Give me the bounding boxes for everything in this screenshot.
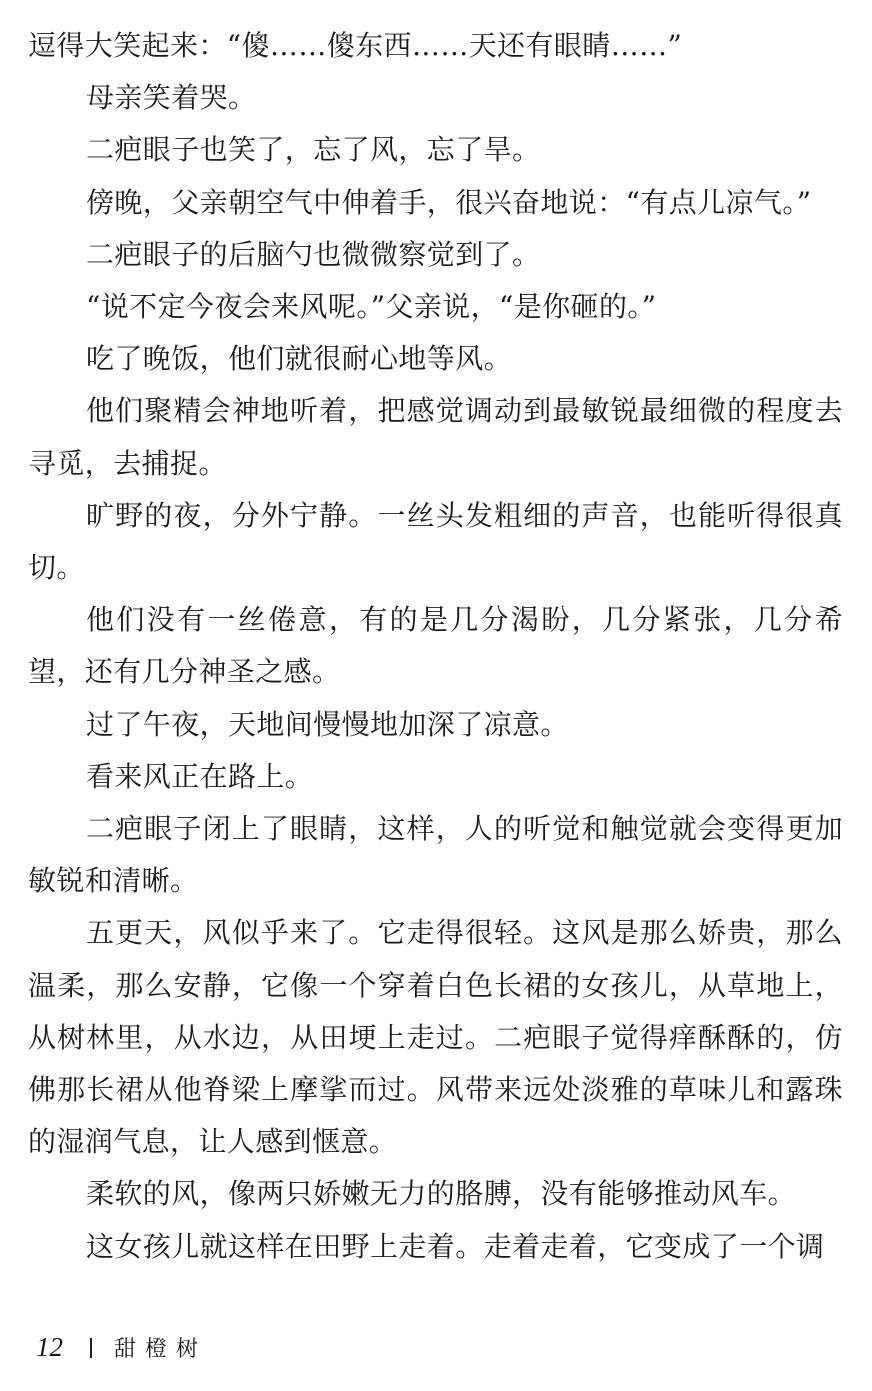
paragraph: 柔软的风，像两只娇嫩无力的胳膊，没有能够推动风车。 [86,1177,797,1211]
paragraph: 他们聚精会神地听着，把感觉调动到最敏锐最细微的程度去寻觅，去捕捉。 [28,394,843,480]
paragraph: 二疤眼子的后脑勺也微微察觉到了。 [86,237,541,271]
book-title: 甜橙树 [114,1337,208,1362]
paragraph: 吃了晚饭，他们就很耐心地等风。 [86,342,513,376]
paragraph: 母亲笑着哭。 [86,81,257,115]
paragraph: 逗得大笑起来：“傻……傻东西……天还有眼睛……” [28,29,683,62]
paragraph: 二疤眼子也笑了，忘了风，忘了旱。 [86,133,541,167]
paragraph: 过了午夜，天地间慢慢地加深了凉意。 [86,707,569,741]
footer-divider [90,1338,92,1358]
paragraph: 这女孩儿就这样在田野上走着。走着走着，它变成了一个调 [86,1229,825,1263]
paragraph: 二疤眼子闭上了眼睛，这样，人的听觉和触觉就会变得更加敏锐和清晰。 [28,812,843,898]
paragraph: “说不定今夜会来风呢。”父亲说，“是你砸的。” [86,290,657,324]
paragraph: 看来风正在路上。 [86,759,314,793]
page-footer [36,1332,207,1363]
paragraph: 他们没有一丝倦意，有的是几分渴盼，几分紧张，几分希望，还有几分神圣之感。 [28,603,843,689]
paragraph: 傍晚，父亲朝空气中伸着手，很兴奋地说：“有点儿凉气。” [86,185,812,219]
page-number: 12 [36,1332,63,1362]
paragraph: 旷野的夜，分外宁静。一丝头发粗细的声音，也能听得很真切。 [28,498,843,585]
page-body [28,20,843,1273]
paragraph: 五更天，风似乎来了。它走得很轻。这风是那么娇贵，那么温柔，那么安静，它像一个穿着白色长裙的女孩儿，从草地上，从树林里，从水边，从田埂上走过。二疤眼子觉得痒酥酥的，仿佛那长裙从他脊梁上摩挲而过。风带来远处淡雅的草味儿和露珠的湿润气息，让人感到惬意。 [28,916,843,1159]
